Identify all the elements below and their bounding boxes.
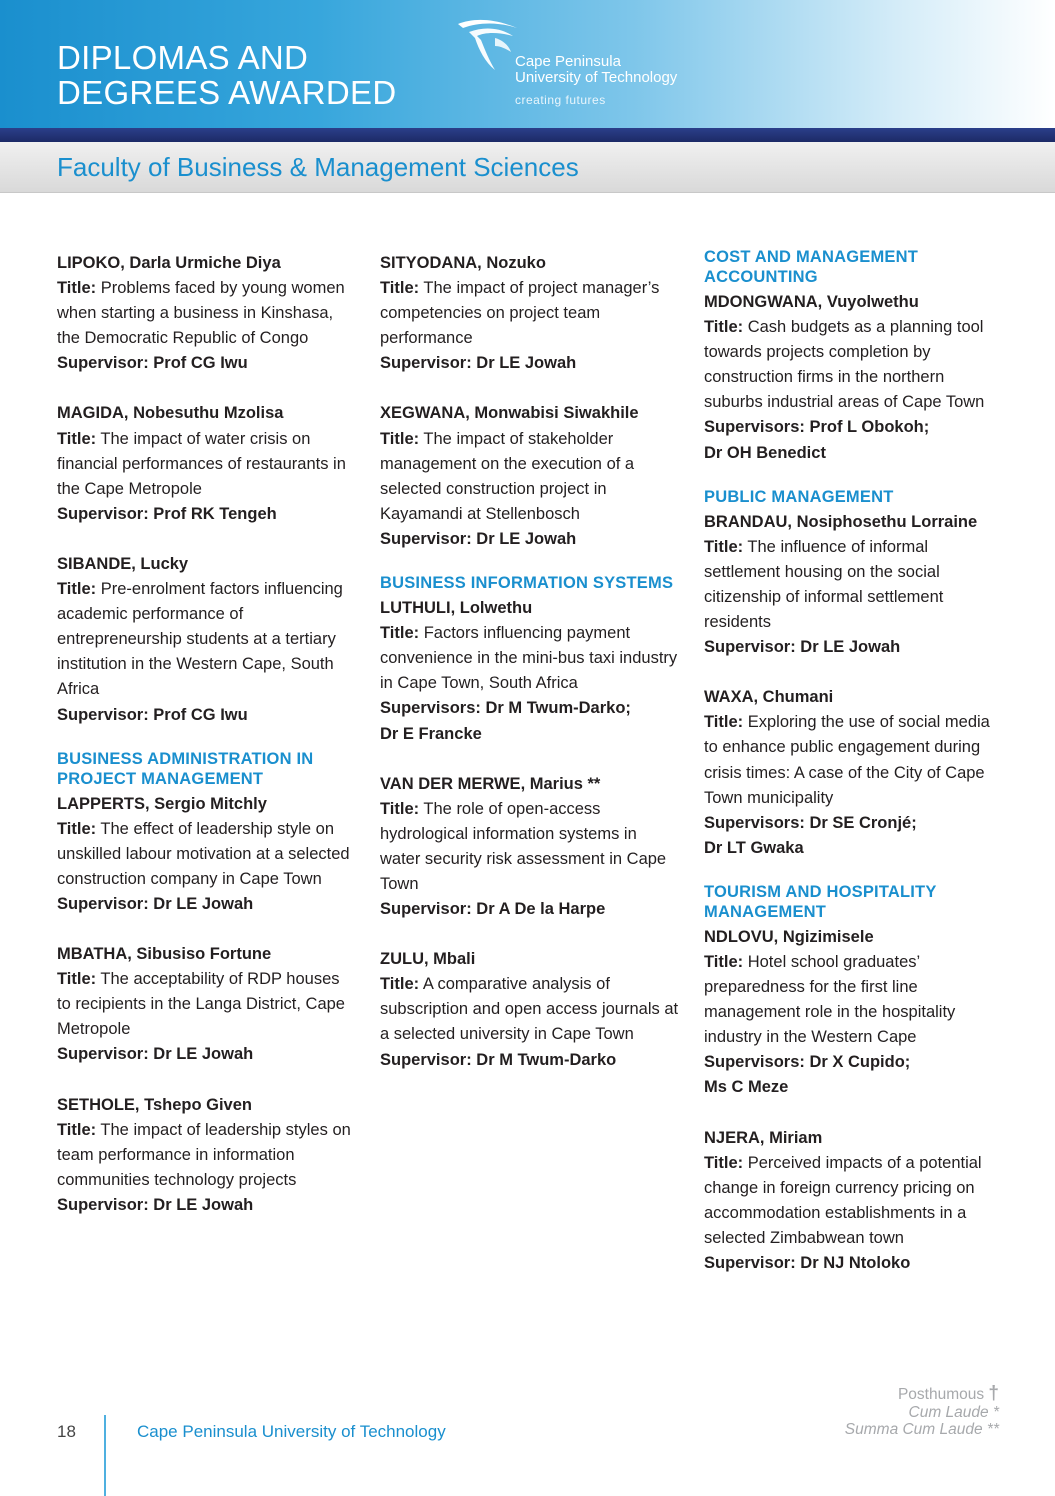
column-3: [704, 248, 1004, 1301]
thesis-title: [380, 972, 680, 1047]
title-label: Title:: [57, 1120, 97, 1139]
title-label: Title:: [57, 429, 97, 448]
programme-heading: PUBLIC MANAGEMENT: [704, 487, 894, 506]
thesis-title: [380, 797, 680, 897]
thesis-title: [57, 276, 357, 351]
legend-cum-laude: Cum Laude *: [908, 1403, 999, 1421]
thesis-title: [380, 427, 680, 527]
title-label: Title:: [57, 580, 97, 599]
graduate-name: LUTHULI, Lolwethu: [380, 599, 533, 618]
title-label: Title:: [380, 975, 420, 994]
thesis-title-text: Hotel school graduates’ preparedness for the first line management role in the hospitality industry in the Western Cape: [704, 952, 956, 1047]
graduate-name: SETHOLE, Tshepo Given: [57, 1095, 252, 1114]
supervisor: Supervisors: Dr SE Cronjé;: [704, 813, 917, 832]
cput-logo: [455, 16, 715, 116]
supervisor: Supervisor: Dr M Twum-Darko: [380, 1050, 617, 1069]
thesis-title: [380, 621, 680, 696]
footer-institution: Cape Peninsula University of Technology: [137, 1422, 446, 1441]
thesis-title-text: The acceptability of RDP houses to recipients in the Langa District, Cape Metropole: [57, 970, 345, 1039]
graduate-entry: [380, 251, 680, 376]
supervisor: Supervisor: Dr LE Jowah: [380, 354, 577, 373]
graduate-entry: [57, 792, 357, 917]
thesis-title: [704, 535, 1004, 635]
supervisor: Supervisor: Dr LE Jowah: [57, 894, 254, 913]
graduate-name: BRANDAU, Nosiphosethu Lorraine: [704, 512, 978, 531]
programme-heading: BUSINESS INFORMATION SYSTEMS: [380, 574, 674, 593]
graduate-name: MAGIDA, Nobesuthu Mzolisa: [57, 404, 284, 423]
graduate-entry: [380, 772, 680, 923]
title-label: Title:: [380, 799, 420, 818]
graduate-name: LAPPERTS, Sergio Mitchly: [57, 794, 267, 813]
title-label: Title:: [57, 279, 97, 298]
supervisor: Supervisors: Prof L Obokoh;: [704, 418, 930, 437]
title-label: Title:: [704, 318, 744, 337]
graduate-entry: [57, 251, 357, 376]
graduate-entry: [57, 942, 357, 1067]
title-label: Title:: [704, 1153, 744, 1172]
legend-posthumous: [845, 1385, 999, 1404]
graduate-entry: [704, 1126, 1004, 1277]
thesis-title: [704, 710, 1004, 810]
column-1: [57, 251, 357, 1243]
logo-wordmark: [515, 54, 677, 86]
graduate-entry: [704, 925, 1004, 1101]
graduate-name: NJERA, Miriam: [704, 1128, 823, 1147]
title-label: Title:: [57, 970, 97, 989]
title-label: Title:: [704, 537, 744, 556]
thesis-title: [57, 817, 357, 892]
graduate-name: MBATHA, Sibusiso Fortune: [57, 945, 272, 964]
thesis-title-text: The role of open-access hydrological information systems in water security risk assessment in Cape Town: [380, 799, 667, 893]
thesis-title-text: Exploring the use of social media to enhance public engagement during crisis times: A case of the City of Cape Town municipality: [704, 713, 990, 807]
programme-heading: TOURISM AND HOSPITALITY MANAGEMENT: [704, 882, 937, 921]
faculty-title: Faculty of Business & Management Sciences: [57, 152, 579, 182]
page-number: 18: [57, 1422, 76, 1441]
page-title: [57, 40, 396, 110]
supervisor: Supervisors: Dr X Cupido;: [704, 1053, 911, 1072]
column-2: [380, 251, 680, 1098]
graduate-name: SITYODANA, Nozuko: [380, 254, 546, 272]
title-label: Title:: [704, 713, 744, 732]
thesis-title-text: The impact of project manager’s competencies on project team performance: [380, 279, 660, 348]
supervisor-2: Dr E Francke: [380, 724, 482, 743]
thesis-title: [57, 967, 357, 1042]
cross-icon: †: [988, 1383, 999, 1404]
page-title-line-1: DIPLOMAS AND: [57, 39, 309, 76]
thesis-title: [57, 577, 357, 702]
programme-heading: BUSINESS ADMINISTRATION IN PROJECT MANAGEMENT: [57, 749, 314, 788]
faculty-bar: [0, 142, 1055, 193]
graduate-entry: [57, 401, 357, 526]
thesis-title-text: Cash budgets as a planning tool towards projects completion by construction firms in the northern suburbs industrial areas of Cape Town: [704, 318, 985, 412]
supervisor: Supervisor: Dr LE Jowah: [380, 529, 577, 548]
thesis-title: [57, 1118, 357, 1193]
legend-summa-cum-laude: Summa Cum Laude **: [844, 1421, 999, 1438]
programme-heading: COST AND MANAGEMENT ACCOUNTING: [704, 248, 919, 286]
title-label: Title:: [380, 624, 420, 643]
honours-legend: [845, 1385, 999, 1439]
thesis-title-text: Factors influencing payment convenience in the mini-bus taxi industry in Cape Town, South Africa: [380, 624, 678, 693]
supervisor: Supervisor: Prof RK Tengeh: [57, 504, 277, 523]
supervisor: Supervisor: Dr LE Jowah: [57, 1045, 254, 1064]
graduate-entry: [704, 685, 1004, 861]
supervisor-2: Dr OH Benedict: [704, 443, 826, 462]
logo-line-1: Cape Peninsula: [515, 53, 621, 70]
title-label: Title:: [380, 279, 420, 298]
thesis-title-text: Pre-enrolment factors influencing academic performance of entrepreneurship students at a tertiary institution in the Western Cape, South Africa: [57, 580, 343, 699]
thesis-title-text: A comparative analysis of subscription and open access journals at a selected university in Cape Town: [380, 975, 679, 1044]
graduate-name: XEGWANA, Monwabisi Siwakhile: [380, 404, 639, 423]
title-label: Title:: [704, 952, 744, 971]
graduate-name: WAXA, Chumani: [704, 688, 834, 707]
supervisor: Supervisor: Dr LE Jowah: [57, 1195, 254, 1214]
legend-posthumous-text: Posthumous: [897, 1386, 985, 1403]
supervisor-2: Ms C Meze: [704, 1078, 789, 1097]
thesis-title: [704, 950, 1004, 1050]
supervisor-2: Dr LT Gwaka: [704, 838, 804, 857]
footer-divider: [104, 1415, 106, 1496]
thesis-title: [57, 427, 357, 502]
supervisor: Supervisor: Prof CG Iwu: [57, 354, 248, 373]
title-label: Title:: [57, 819, 97, 838]
graduate-name: ZULU, Mbali: [380, 950, 476, 969]
header-divider: [0, 128, 1055, 142]
thesis-title-text: The impact of leadership styles on team performance in information communities technology projects: [57, 1120, 351, 1189]
thesis-title-text: The impact of water crisis on financial performances of restaurants in the Cape Metropole: [57, 429, 346, 498]
thesis-title-text: The influence of informal settlement housing on the social citizenship of informal settlement residents: [704, 537, 944, 632]
page-title-line-2: DEGREES AWARDED: [57, 74, 397, 111]
graduate-entry: [704, 290, 1004, 466]
graduate-entry: [380, 596, 680, 747]
thesis-title: [704, 1151, 1004, 1251]
thesis-title: [380, 276, 680, 351]
graduate-name: VAN DER MERWE, Marius **: [380, 774, 601, 793]
supervisor: Supervisor: Dr LE Jowah: [704, 638, 901, 657]
thesis-title-text: Perceived impacts of a potential change in foreign currency pricing on accommodation establishments in a selected Zimbabwean town: [704, 1153, 982, 1247]
graduate-entry: [704, 510, 1004, 661]
graduate-entry: [380, 401, 680, 552]
thesis-title-text: The effect of leadership style on unskilled labour motivation at a selected construction company in Cape Town: [57, 819, 350, 888]
supervisor: Supervisor: Dr NJ Ntoloko: [704, 1254, 911, 1272]
logo-tagline: creating futures: [515, 93, 606, 107]
graduate-name: MDONGWANA, Vuyolwethu: [704, 293, 919, 311]
graduate-entry: [380, 947, 680, 1072]
supervisor: Supervisors: Dr M Twum-Darko;: [380, 699, 631, 718]
graduate-entry: [57, 552, 357, 728]
graduate-name: NDLOVU, Ngizimisele: [704, 927, 874, 946]
thesis-title-text: The impact of stakeholder management on the execution of a selected construction project in Kayamandi at Stellenbosch: [380, 429, 635, 523]
header-banner: [0, 0, 1055, 128]
thesis-title-text: Problems faced by young women when starting a business in Kinshasa, the Democratic Republic of Congo: [57, 279, 345, 348]
supervisor: Supervisor: Dr A De la Harpe: [380, 900, 606, 919]
graduate-name: LIPOKO, Darla Urmiche Diya: [57, 254, 281, 272]
graduate-name: SIBANDE, Lucky: [57, 554, 189, 573]
title-label: Title:: [380, 429, 420, 448]
logo-line-2: University of Technology: [515, 69, 678, 86]
supervisor: Supervisor: Prof CG Iwu: [57, 705, 248, 724]
graduate-entry: [57, 1093, 357, 1218]
thesis-title: [704, 315, 1004, 415]
